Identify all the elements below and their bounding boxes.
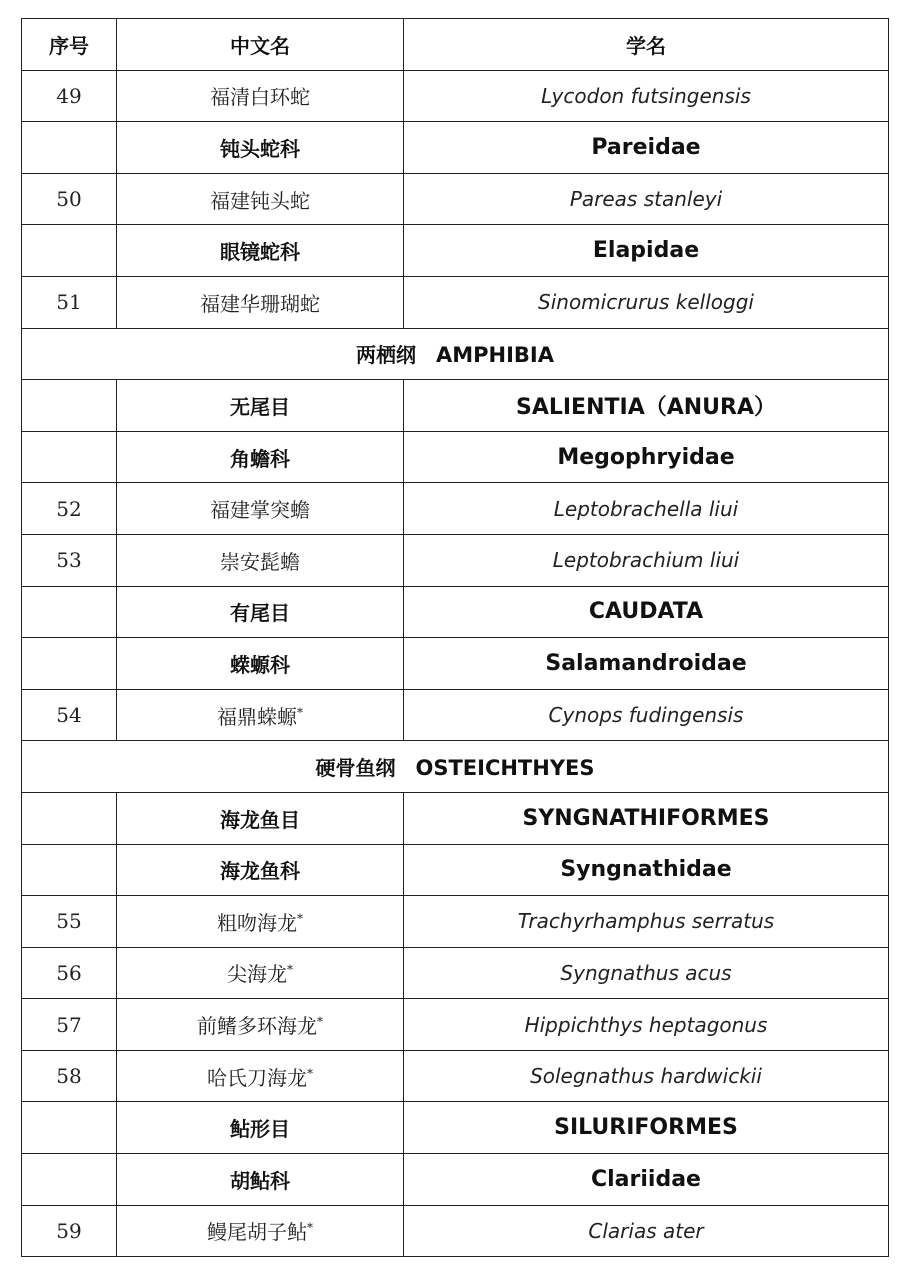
asterisk-mark: *	[307, 1220, 313, 1235]
serial-number-cell: 54	[22, 689, 117, 741]
serial-number-cell	[22, 1102, 117, 1154]
species-row	[22, 534, 889, 586]
taxon-chinese-name: 蝾螈科	[117, 638, 404, 690]
taxon-scientific-name: Megophryidae	[404, 431, 889, 483]
taxon-row	[22, 380, 889, 432]
class-chinese-name: 硬骨鱼纲	[315, 756, 396, 781]
taxon-row	[22, 1154, 889, 1206]
species-chinese-name: 福建钝头蛇	[210, 188, 310, 213]
serial-number-cell: 51	[22, 276, 117, 328]
serial-number-cell: 55	[22, 896, 117, 948]
serial-number-cell: 50	[22, 173, 117, 225]
species-chinese-name-cell	[117, 947, 404, 999]
taxon-row	[22, 225, 889, 277]
species-row	[22, 999, 889, 1051]
class-chinese-name: 两栖纲	[355, 343, 416, 368]
species-row	[22, 483, 889, 535]
species-chinese-name: 鳗尾胡子鲇	[207, 1220, 307, 1245]
class-row	[22, 328, 889, 380]
species-row	[22, 173, 889, 225]
species-chinese-name-cell	[117, 896, 404, 948]
header-scientific-name: 学名	[404, 19, 889, 71]
taxon-row	[22, 844, 889, 896]
species-chinese-name: 前鳍多环海龙	[197, 1014, 317, 1039]
species-chinese-name-cell	[117, 173, 404, 225]
species-scientific-name: Clarias ater	[404, 1205, 889, 1257]
serial-number-cell	[22, 225, 117, 277]
species-chinese-name-cell	[117, 483, 404, 535]
species-chinese-name-cell	[117, 534, 404, 586]
serial-number-cell: 49	[22, 70, 117, 122]
species-chinese-name: 福清白环蛇	[210, 85, 310, 110]
species-scientific-name: Trachyrhamphus serratus	[404, 896, 889, 948]
species-chinese-name: 福鼎蝾螈	[217, 704, 297, 729]
taxon-scientific-name: SILURIFORMES	[404, 1102, 889, 1154]
species-chinese-name: 崇安髭蟾	[220, 549, 300, 574]
serial-number-cell	[22, 792, 117, 844]
species-chinese-name: 哈氏刀海龙	[207, 1065, 307, 1090]
taxon-chinese-name: 角蟾科	[117, 431, 404, 483]
species-row	[22, 70, 889, 122]
asterisk-mark: *	[287, 962, 293, 977]
class-cell	[22, 328, 889, 380]
species-chinese-name: 粗吻海龙	[217, 910, 297, 935]
serial-number-cell	[22, 638, 117, 690]
taxon-chinese-name: 有尾目	[117, 586, 404, 638]
species-scientific-name: Syngnathus acus	[404, 947, 889, 999]
serial-number-cell: 53	[22, 534, 117, 586]
taxon-row	[22, 638, 889, 690]
serial-number-cell	[22, 844, 117, 896]
species-chinese-name: 福建掌突蟾	[210, 498, 310, 523]
species-chinese-name-cell	[117, 999, 404, 1051]
asterisk-mark: *	[307, 1066, 313, 1081]
taxon-chinese-name: 鲇形目	[117, 1102, 404, 1154]
species-scientific-name: Hippichthys heptagonus	[404, 999, 889, 1051]
serial-number-cell: 56	[22, 947, 117, 999]
taxon-chinese-name: 钝头蛇科	[117, 122, 404, 174]
taxon-scientific-name: Syngnathidae	[404, 844, 889, 896]
asterisk-mark: *	[297, 704, 303, 719]
taxon-row	[22, 431, 889, 483]
species-scientific-name: Leptobrachium liui	[404, 534, 889, 586]
serial-number-cell	[22, 380, 117, 432]
species-row	[22, 1050, 889, 1102]
species-row	[22, 1205, 889, 1257]
taxon-chinese-name: 海龙鱼科	[117, 844, 404, 896]
species-chinese-name-cell	[117, 1205, 404, 1257]
serial-number-cell: 52	[22, 483, 117, 535]
class-cell	[22, 741, 889, 793]
serial-number-cell: 59	[22, 1205, 117, 1257]
species-scientific-name: Cynops fudingensis	[404, 689, 889, 741]
species-chinese-name-cell	[117, 1050, 404, 1102]
taxon-chinese-name: 胡鲇科	[117, 1154, 404, 1206]
species-chinese-name: 福建华珊瑚蛇	[200, 291, 320, 316]
class-row	[22, 741, 889, 793]
taxon-row	[22, 122, 889, 174]
taxon-scientific-name: Salamandroidae	[404, 638, 889, 690]
taxon-row	[22, 1102, 889, 1154]
species-scientific-name: Leptobrachella liui	[404, 483, 889, 535]
species-scientific-name: Solegnathus hardwickii	[404, 1050, 889, 1102]
taxon-chinese-name: 海龙鱼目	[117, 792, 404, 844]
species-table	[21, 18, 889, 1257]
asterisk-mark: *	[297, 911, 303, 926]
species-row	[22, 947, 889, 999]
serial-number-cell	[22, 1154, 117, 1206]
table-header-row	[22, 19, 889, 71]
serial-number-cell	[22, 431, 117, 483]
table-body	[22, 70, 889, 1257]
asterisk-mark: *	[317, 1014, 323, 1029]
serial-number-cell: 57	[22, 999, 117, 1051]
taxon-row	[22, 586, 889, 638]
species-row	[22, 276, 889, 328]
class-scientific-name: OSTEICHTHYES	[415, 756, 595, 781]
taxon-scientific-name: CAUDATA	[404, 586, 889, 638]
taxon-scientific-name: SALIENTIA（ANURA）	[404, 380, 889, 432]
species-chinese-name: 尖海龙	[227, 962, 287, 987]
species-chinese-name-cell	[117, 70, 404, 122]
species-scientific-name: Sinomicrurus kelloggi	[404, 276, 889, 328]
taxon-row	[22, 792, 889, 844]
class-scientific-name: AMPHIBIA	[435, 343, 554, 368]
taxon-scientific-name: SYNGNATHIFORMES	[404, 792, 889, 844]
taxon-scientific-name: Pareidae	[404, 122, 889, 174]
species-scientific-name: Lycodon futsingensis	[404, 70, 889, 122]
taxon-chinese-name: 无尾目	[117, 380, 404, 432]
header-chinese-name: 中文名	[117, 19, 404, 71]
species-row	[22, 689, 889, 741]
header-serial-number: 序号	[22, 19, 117, 71]
serial-number-cell	[22, 122, 117, 174]
taxon-scientific-name: Clariidae	[404, 1154, 889, 1206]
species-row	[22, 896, 889, 948]
serial-number-cell	[22, 586, 117, 638]
taxon-scientific-name: Elapidae	[404, 225, 889, 277]
serial-number-cell: 58	[22, 1050, 117, 1102]
species-scientific-name: Pareas stanleyi	[404, 173, 889, 225]
taxon-chinese-name: 眼镜蛇科	[117, 225, 404, 277]
species-chinese-name-cell	[117, 276, 404, 328]
species-chinese-name-cell	[117, 689, 404, 741]
